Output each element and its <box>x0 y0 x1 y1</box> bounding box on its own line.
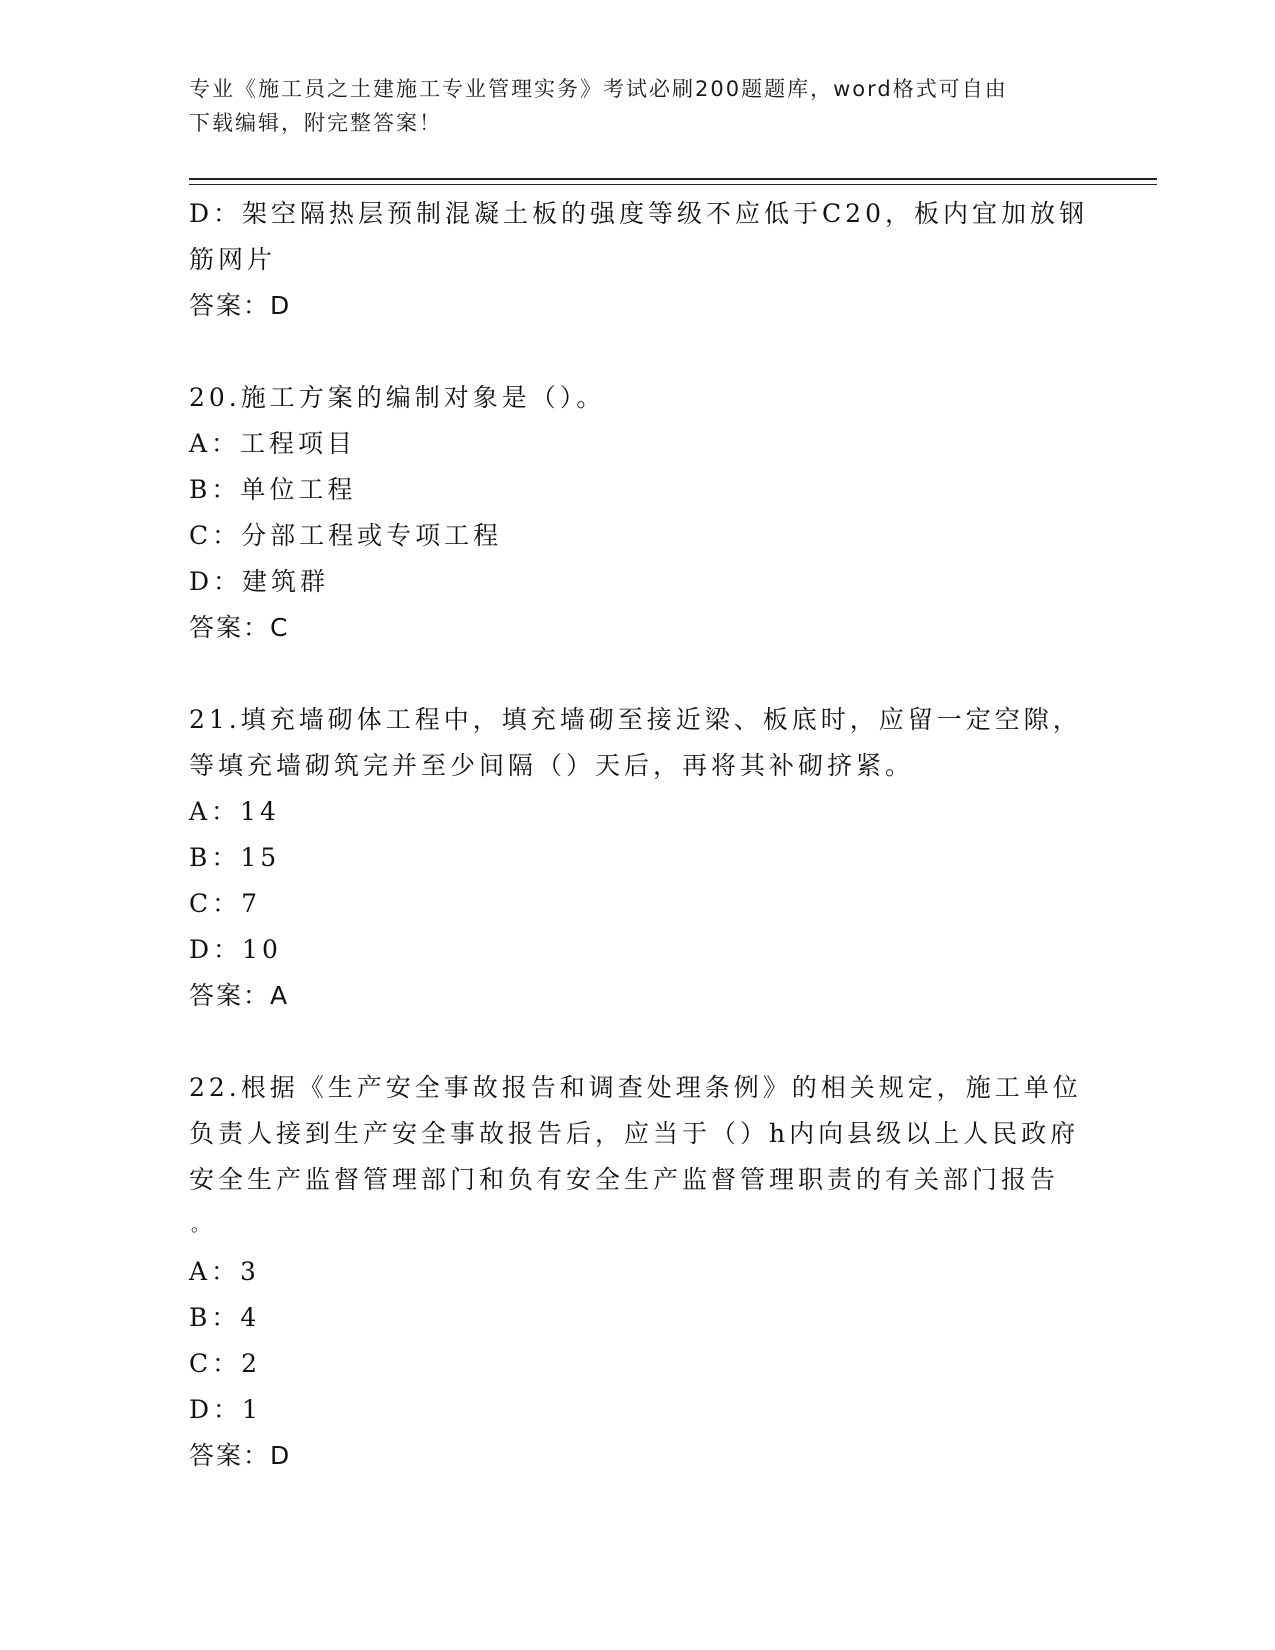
option-a: A：3 <box>189 1257 260 1286</box>
question-stem-continued: 安全生产监督管理部门和负有安全生产监督管理职责的有关部门报告 <box>189 1165 1060 1194</box>
answer-line: 答案：C <box>189 613 290 642</box>
option-a: A：工程项目 <box>189 429 357 458</box>
question-stem: 20.施工方案的编制对象是（）。 <box>189 383 606 412</box>
header-divider-thick <box>189 178 1157 180</box>
question-21 <box>189 697 1089 1019</box>
option-d: D：10 <box>189 935 282 964</box>
option-c: C：2 <box>189 1349 262 1378</box>
document-header <box>189 72 1089 140</box>
spacer <box>189 329 1089 375</box>
question-stem: 22.根据《生产安全事故报告和调查处理条例》的相关规定，施工单位 <box>189 1073 1082 1102</box>
option-a: A：14 <box>189 797 280 826</box>
question-stem-tail: 。 <box>191 1215 213 1236</box>
question-20 <box>189 375 1089 651</box>
option-d-continued: 筋网片 <box>189 245 277 274</box>
option-b: B：4 <box>189 1303 261 1332</box>
answer-line: 答案：D <box>189 291 292 320</box>
spacer <box>189 651 1089 697</box>
question-stem-continued: 负责人接到生产安全事故报告后，应当于（）h内向县级以上人民政府 <box>189 1119 1080 1148</box>
header-line-2: 下载编辑，附完整答案！ <box>189 111 442 135</box>
option-b: B：15 <box>189 843 281 872</box>
spacer <box>189 1019 1089 1065</box>
question-22 <box>189 1065 1089 1479</box>
header-line-1: 专业《施工员之土建施工专业管理实务》考试必刷200题题库，word格式可自由 <box>189 77 1008 101</box>
option-c: C：分部工程或专项工程 <box>189 521 503 550</box>
question-stem: 21.填充墙砌体工程中，填充墙砌至接近梁、板底时，应留一定空隙， <box>189 705 1082 734</box>
answer-line: 答案：A <box>189 981 290 1010</box>
header-divider-thin <box>189 184 1157 185</box>
option-d: D：架空隔热层预制混凝土板的强度等级不应低于C20，板内宜加放钢 <box>189 199 1088 228</box>
option-d: D：1 <box>189 1395 262 1424</box>
question-stem-continued: 等填充墙砌筑完并至少间隔（）天后，再将其补砌挤紧。 <box>189 751 915 780</box>
option-c: C：7 <box>189 889 262 918</box>
question-content <box>189 191 1089 1479</box>
answer-line: 答案：D <box>189 1441 292 1470</box>
option-d: D：建筑群 <box>189 567 330 596</box>
option-b: B：单位工程 <box>189 475 357 504</box>
